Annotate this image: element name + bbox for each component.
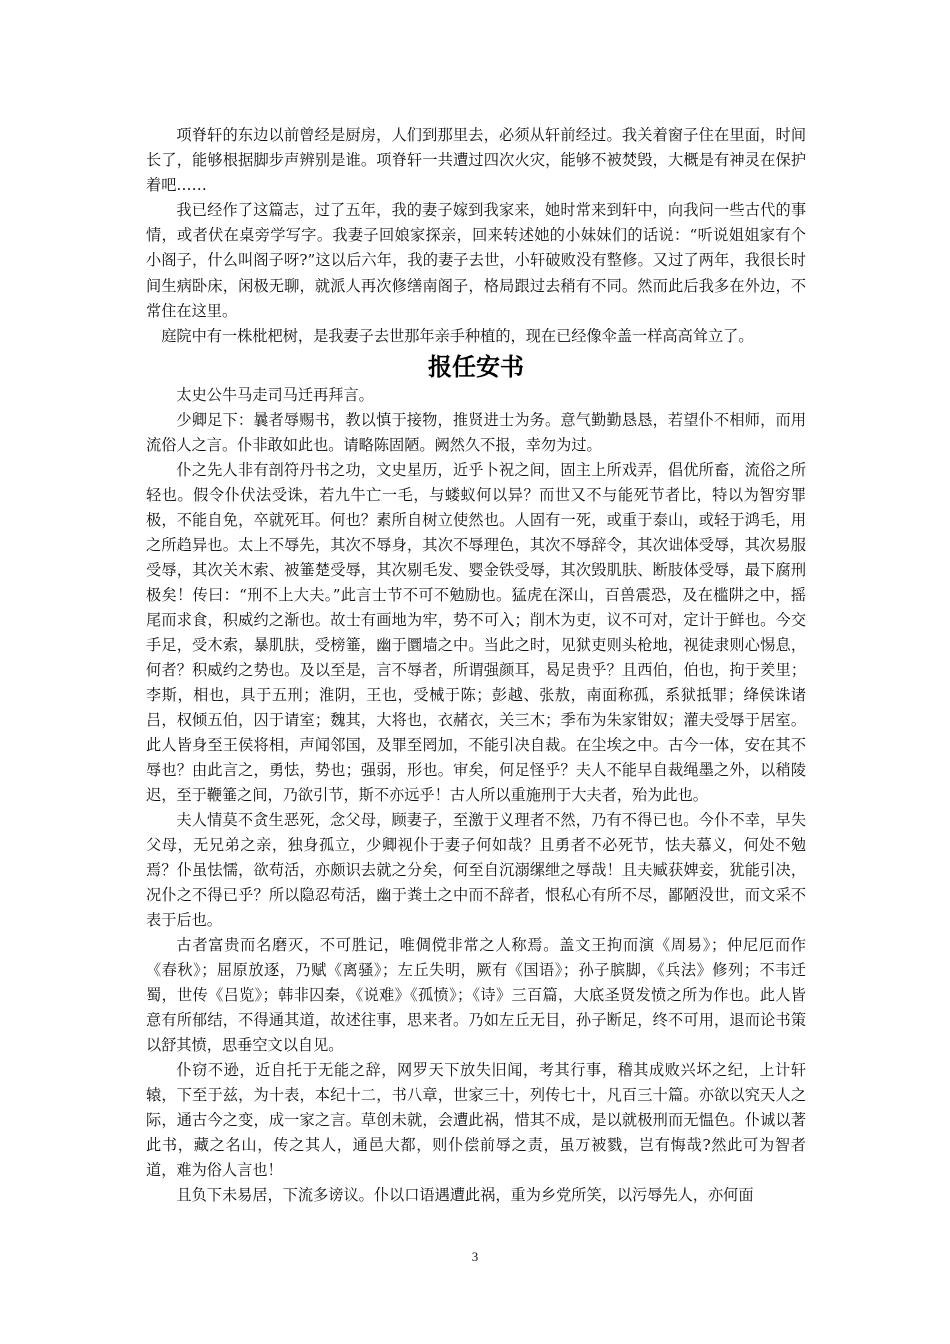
paragraph: 且负下未易居，下流多谤议。仆以口语遇遭此祸，重为乡党所笑，以污辱先人，亦何面	[176, 1185, 754, 1204]
paragraph: 庭院中有一株枇杷树，是我妻子去世那年亲手种植的，现在已经像伞盖一样高高耸立了。	[161, 326, 754, 345]
page-content	[146, 123, 806, 1208]
paragraph: 项脊轩的东边以前曾经是厨房，人们到那里去，必须从轩前经过。我关着窗子住在里面，时间长了，能够根据脚步声辨别是谁。项脊轩一共遭过四次火灾，能够不被焚毁，大概是有神灵在保护着吧……	[146, 126, 806, 195]
paragraph: 夫人情莫不贪生恶死，念父母，顾妻子，至激于义理者不然，乃有不得已也。今仆不幸，早失父母，无兄弟之亲，独身孤立，少卿视仆于妻子何如哉？且勇者不必死节，怯夫慕义，何处不勉焉？仆虽怯懦，欲苟活，亦颇识去就之分矣，何至自沉溺缧绁之辱哉！且夫臧获婢妾，犹能引决，况仆之不得已乎？所以隐忍苟活，幽于粪土之中而不辞者，恨私心有所不尽，鄙陋没世，而文采不表于后也。	[146, 810, 806, 929]
paragraph: 少卿足下：曩者辱赐书，教以慎于接物，推贤进士为务。意气勤勤恳恳，若望仆不相师，而用流俗人之言。仆非敢如此也。请略陈固陋。阙然久不报，幸勿为过。	[146, 410, 806, 454]
page-number: 3	[471, 1249, 479, 1264]
paragraph: 仆窃不逊，近自托于无能之辞，网罗天下放失旧闻，考其行事，稽其成败兴坏之纪，上计轩辕，下至于兹，为十表，本纪十二，书八章，世家三十，列传七十，凡百三十篇。亦欲以究天人之际，通古今之变，成一家之言。草创未就，会遭此祸，惜其不成，是以就极刑而无愠色。仆诚以著此书，藏之名山，传之其人，通邑大都，则仆偿前辱之责，虽万被戮，岂有悔哉?然此可为智者道，难为俗人言也！	[146, 1060, 806, 1179]
paragraph: 我已经作了这篇志，过了五年，我的妻子嫁到我家来，她时常来到轩中，向我问一些古代的事情，或者伏在桌旁学写字。我妻子回娘家探亲，回来转述她的小妹妹们的话说：“听说姐姐家有个小阁子，什么叫阁子呀?”这以后六年，我的妻子去世，小轩破败没有整修。又过了两年，我很长时间生病卧床，闲极无聊，就派人再次修缮南阁子，格局跟过去稍有不同。然而此后我多在外边，不常住在这里。	[146, 201, 806, 320]
paragraph: 仆之先人非有剖符丹书之功，文史星历，近乎卜祝之间，固主上所戏弄，倡优所畜，流俗之所轻也。假令仆伏法受诛，若九牛亡一毛，与蝼蚁何以异？而世又不与能死节者比，特以为智穷罪极，不能自免，卒就死耳。何也？素所自树立使然也。人固有一死，或重于泰山，或轻于鸿毛，用之所趋异也。太上不辱先，其次不辱身，其次不辱理色，其次不辱辞令，其次诎体受辱，其次易服受辱，其次关木索、被箠楚受辱，其次剔毛发、婴金铁受辱，其次毁肌肤、断肢体受辱，最下腐刑极矣！传曰：“刑不上大夫。”此言士节不可不勉励也。猛虎在深山，百兽震恐，及在槛阱之中，摇尾而求食，积威约之渐也。故士有画地为牢，势不可入；削木为吏，议不可对，定计于鲜也。今交手足，受木索，暴肌肤，受榜箠，幽于圜墙之中。当此之时，见狱吏则头枪地，视徒隶则心惕息，何者？积威约之势也。及以至是，言不辱者，所谓强颜耳，曷足贵乎？且西伯，伯也，拘于羑里；李斯，相也，具于五刑；淮阴，王也，受械于陈；彭越、张敖，南面称孤，系狱抵罪；绛侯诛诸吕，权倾五伯，囚于请室；魏其，大将也，衣赭衣，关三木；季布为朱家钳奴；灌夫受辱于居室。此人皆身至王侯将相，声闻邻国，及罪至罔加，不能引决自裁。在尘埃之中。古今一体，安在其不辱也？由此言之，勇怯，势也；强弱，形也。审矣，何足怪乎？夫人不能早自裁绳墨之外，以稍陵迟，至于鞭箠之间，乃欲引节，斯不亦远乎！古人所以重施刑于大夫者，殆为此也。	[146, 460, 806, 804]
paragraph: 古者富贵而名磨灭，不可胜记，唯倜傥非常之人称焉。盖文王拘而演《周易》；仲尼厄而作《春秋》；屈原放逐，乃赋《离骚》；左丘失明，厥有《国语》；孙子膑脚，《兵法》修列；不韦迁蜀，世传《吕览》；韩非囚秦，《说难》《孤愤》；《诗》三百篇，大底圣贤发愤之所为作也。此人皆意有所郁结，不得通其道，故述往事，思来者。乃如左丘无目，孙子断足，终不可用，退而论书策以舒其愤，思垂空文以自见。	[146, 935, 806, 1054]
section-title: 报任安书	[428, 352, 524, 381]
paragraph: 太史公牛马走司马迁再拜言。	[176, 385, 374, 404]
